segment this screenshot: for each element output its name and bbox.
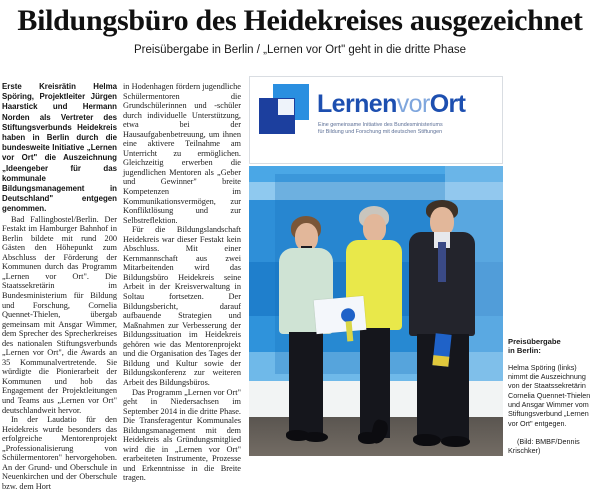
article-column-2 — [123, 82, 241, 483]
subheadline: Preisübergabe in Berlin / „Lernen vor Ort" geht in die dritte Phase — [133, 44, 466, 56]
lernen-vor-ort-logo-panel — [249, 76, 503, 164]
article-paragraph: Für die Bildungslandschaft Heidekreis war dieser Festakt kein Abschluss. Mit einer Kernmannschaft aus zwei Mitarbeitenden wird das Bildungsbüro Heidekreis seine Arbeit in der Kreisverwaltung in Soltau fortsetzen. Der Bildungsbericht, darauf aufbauende Strategien und Maßnahmen zur Verbesserung der Bildungssituation im Heidekreis gehören wie das Mentorenprojekt und die Organisation des Tages der Bildung und Kultur sowie der Bildungskonferenz zur weiteren Arbeit des Bildungsbüros. — [123, 225, 241, 387]
award-booklet — [432, 333, 451, 366]
award-certificate — [314, 296, 367, 334]
article-paragraph: Bad Fallingbostel/Berlin. Der Festakt im Hamburger Bahnhof in Berlin bildete mit rund 200 Gästen den Höhepunkt zum Abschluss der Förderung der Kommunen durch das Programm „Lernen vor Ort". Die Staatssekretärin im Bundesministerium für Bildung und Forschung, Cornelia Quennet-Thielen, übergab gemeinsam mit Ansgar Wimmer, dem Sprecher des Sprecherkreises des nationalen Stiftungsverbunds „Lernen vor Ort", die Awards an 35 Kommunalvertretende. Sie würdigte die Pionierarbeit der Kommunen und hob das Engagement der Projektleitungen und Teams aus „Lernen vor Ort" deutschlandweit hervor. — [2, 214, 117, 415]
award-booklet-band — [432, 355, 449, 367]
logo-word-vor: vor — [396, 90, 430, 118]
logo-tagline-line-1: Eine gemeinsame Initiative des Bundesministeriums — [318, 122, 443, 128]
person-necktie — [438, 242, 446, 282]
photo-caption-body: Helma Spöring (links) nimmt die Auszeichnung von der Staatssekretärin Cornelia Quennet-Thielen und Ansgar Wimmer vom Stiftungsverbund „Lernen vor Ort" entgegen. — [508, 362, 591, 428]
person-shoe — [304, 432, 328, 442]
photo-caption-title-line-2: in Berlin: — [508, 346, 541, 356]
logo-wordmark — [317, 91, 465, 117]
photo-caption — [508, 337, 596, 455]
logo-tagline-line-2: für Bildung und Forschung mit deutschen Stiftungen — [318, 129, 443, 136]
article-paragraph: in Hodenhagen fördern jugendliche Schülermentoren die Grundschülerinnen und -schüler durch individuelle Unterstützung, etwa bei der Hausaufgabenbetreuung, um ihnen eine aktivere Teilnahme am Unterricht zu ermöglichen. Gleichzeitig erwerben die jugendlichen Mentoren als „Geber und Gewinner" breite Kompetenzen im Kommunikationsvermögen, zur Konfliktlösung und zur Selbstreflektion. — [123, 82, 241, 225]
person-shoe — [441, 436, 470, 447]
person-legs — [289, 332, 323, 436]
award-ceremony-photo — [249, 166, 503, 456]
photo-credit: (Bild: BMBF/Dennis Krischker) — [508, 436, 580, 456]
article-column-1 — [2, 82, 117, 492]
photo-caption-title-line-1: Preisübergabe — [508, 337, 561, 346]
logo-word-lernen: Lernen — [317, 90, 397, 118]
person-ansgar-wimmer — [407, 200, 483, 455]
article-lead-paragraph: Erste Kreisrätin Helma Spöring, Projektleiter Jürgen Haarstick und Hermann Norden als Vertreter des Stiftungsverbunds Heidekreis haben in Berlin durch die bundesweite Initiative „Lernen vor Ort" die Auszeichnung „Ideengeber für das kommunale Bildungsmanagement in Deutschland" entgegen genommen. — [2, 82, 117, 214]
photo-caption-title — [508, 337, 596, 356]
logo-tagline — [318, 122, 498, 137]
logo-square-white — [278, 99, 294, 115]
person-shoe — [413, 434, 441, 446]
article-paragraph: Das Programm „Lernen vor Ort" geht in Niedersachsen im September 2014 in die dritte Phase. Die Transferagentur Kommunales Bildungsmanagement mit dem Heidekreis als Gründungsmitglied wird die in „Lernen vor Ort" erarbeiteten Instrumente, Prozesse und Erkenntnisse in die Breite tragen. — [123, 387, 241, 483]
person-head — [363, 214, 386, 242]
article-paragraph: In der Laudatio für den Heidekreis wurde besonders das erfolgreiche Mentorenprojekt „Professionalisierung von Schülermentoren" hervorgehoben. An der Grund- und Oberschule in Neuenkirchen und der Oberschule bzw. dem Hort — [2, 415, 117, 491]
page-title: Bildungsbüro des Heidekreises ausgezeichnet — [17, 4, 583, 37]
award-ribbon — [346, 321, 354, 341]
lernen-vor-ort-logo-icon — [259, 84, 309, 134]
logo-word-ort: Ort — [429, 90, 466, 118]
